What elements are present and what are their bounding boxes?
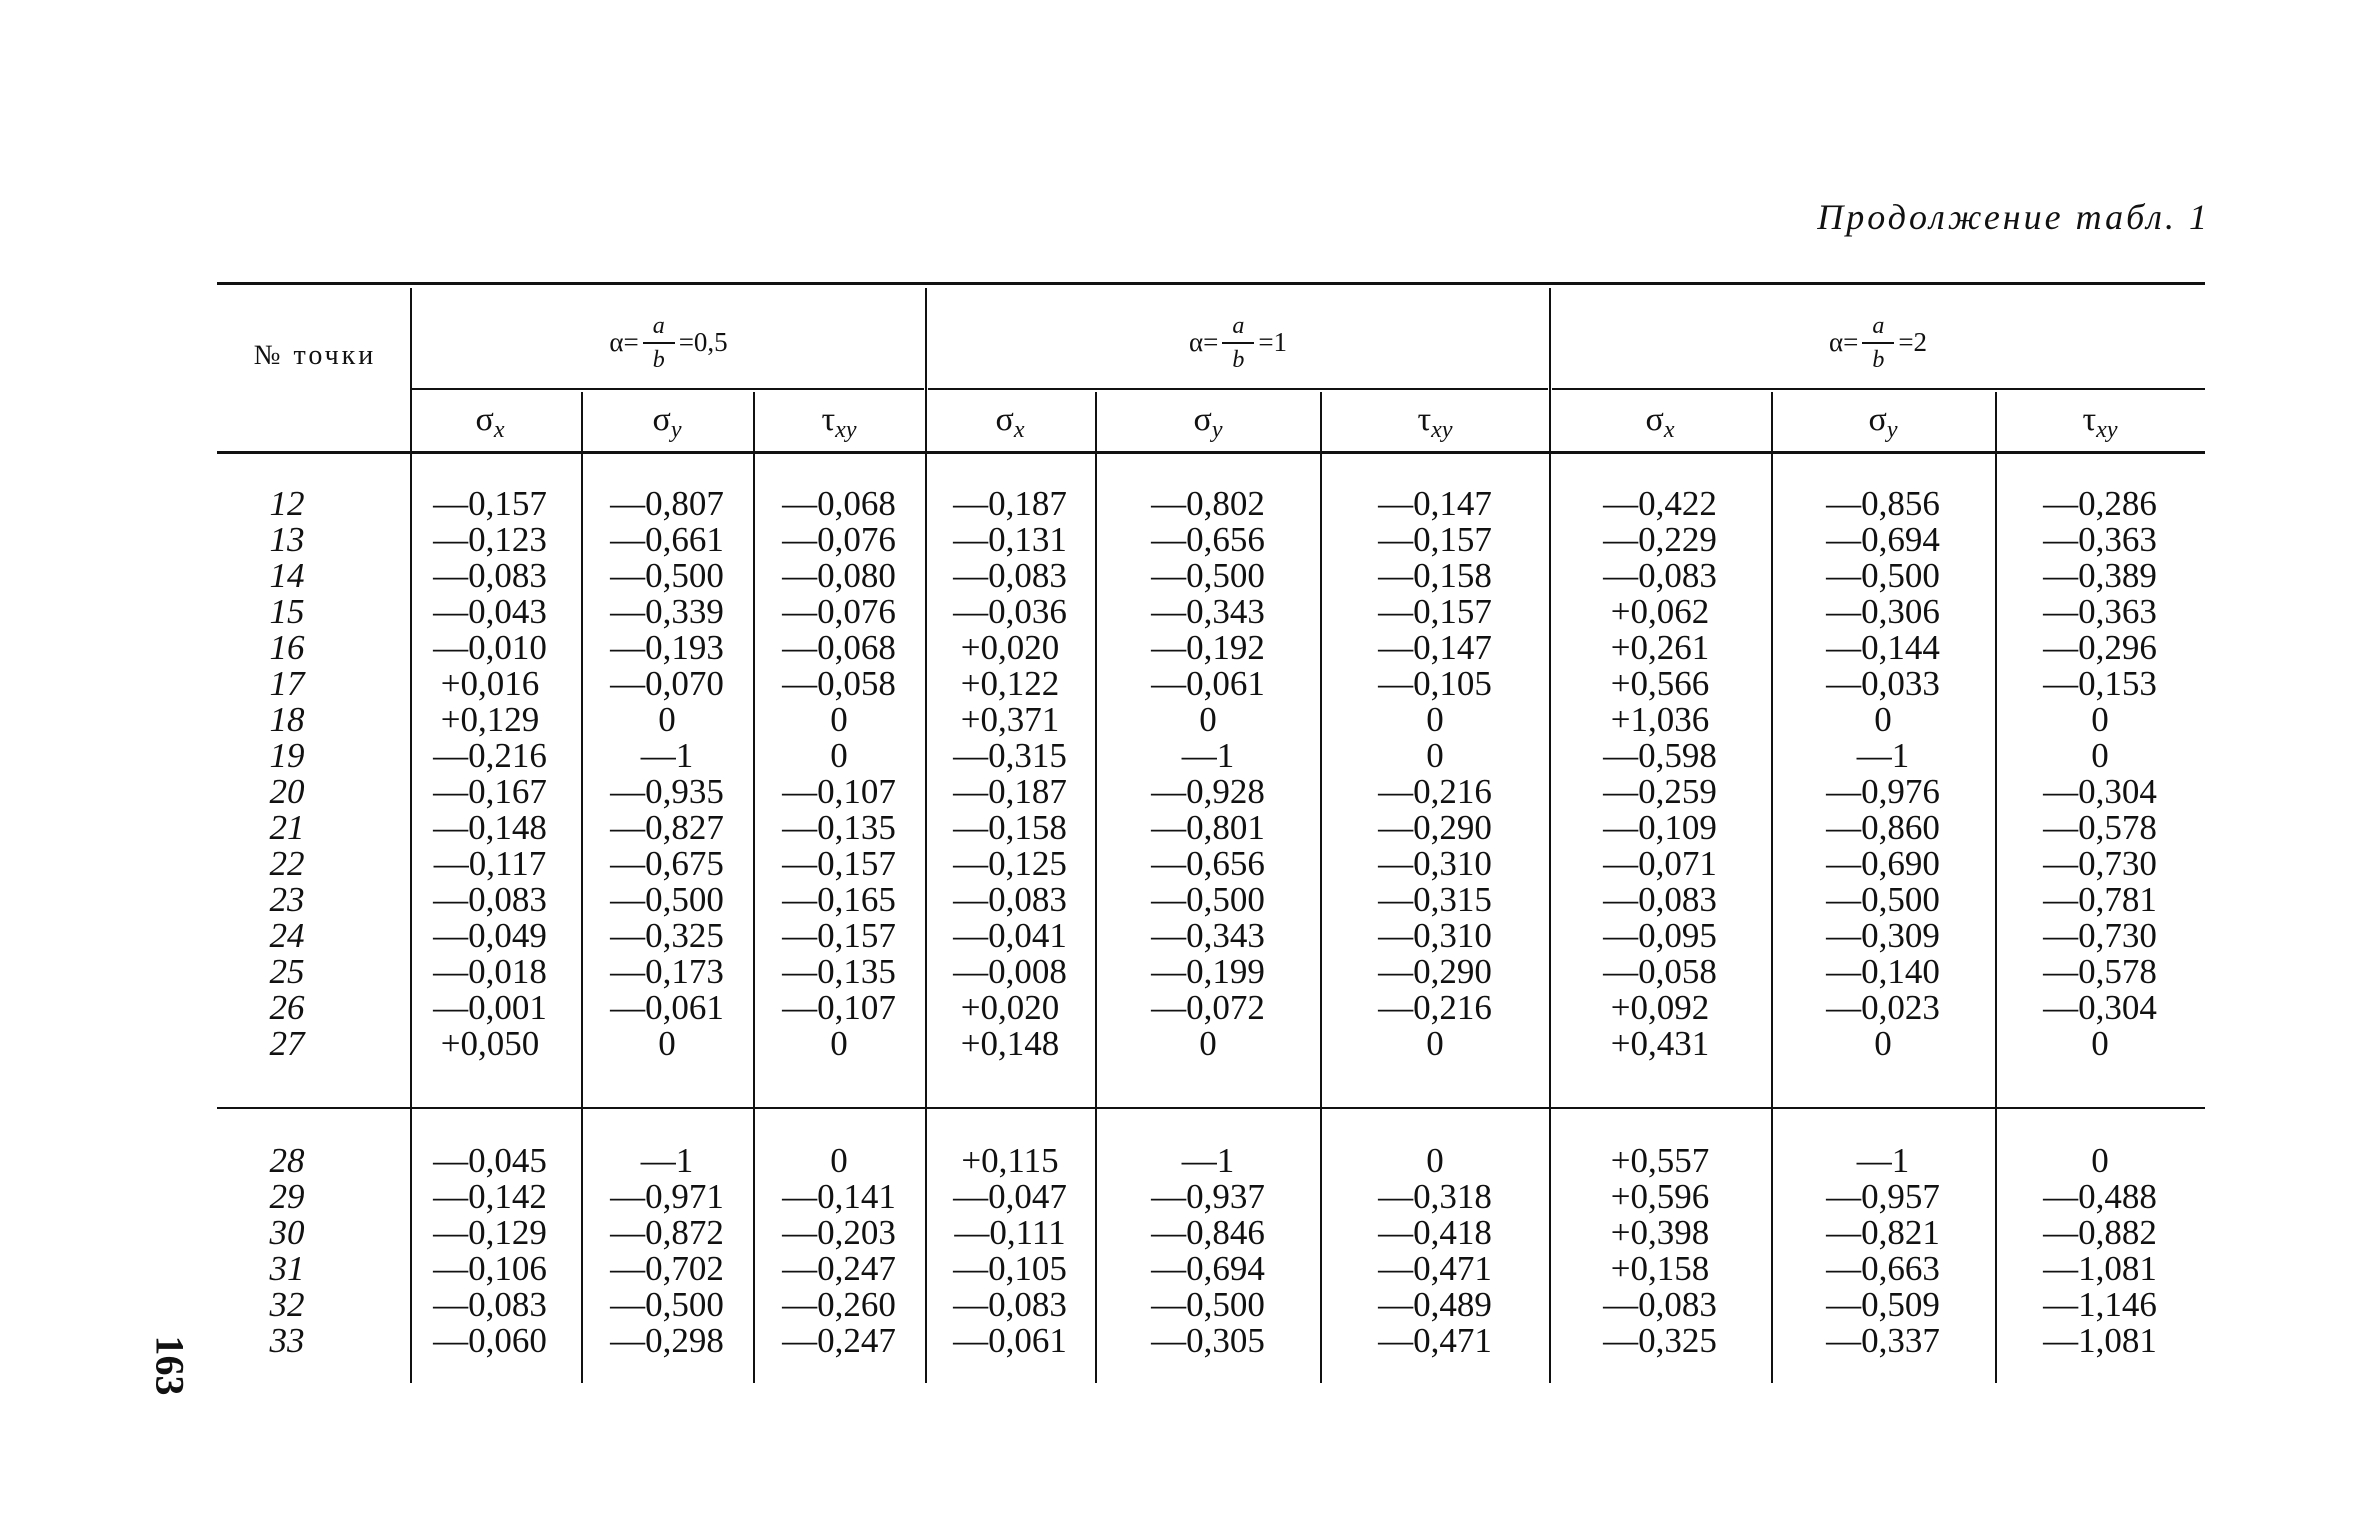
cell-sigma-y: —0,072 (1151, 988, 1265, 1027)
cell-sigma-x: —0,083 (433, 556, 547, 595)
cell-tau-xy: —0,489 (1378, 1285, 1492, 1324)
table-row (217, 630, 2205, 666)
cell-tau-xy: —0,247 (782, 1249, 896, 1288)
cell-tau-xy: 0 (2091, 1141, 2109, 1180)
cell-sigma-y: —0,500 (1151, 880, 1265, 919)
table-row (217, 1287, 2205, 1323)
cell-sigma-x: —0,187 (953, 772, 1067, 811)
cell-sigma-x: —0,229 (1603, 520, 1717, 559)
cell-tau-xy: —1,146 (2043, 1285, 2157, 1324)
column-header-sigma-x (410, 390, 570, 450)
cell-tau-xy: —0,363 (2043, 520, 2157, 559)
cell-sigma-y: 0 (1199, 1024, 1217, 1063)
cell-tau-xy: —0,389 (2043, 556, 2157, 595)
page-number: 163 (147, 1335, 193, 1396)
point-number: 20 (269, 772, 305, 811)
cell-sigma-x: —0,105 (953, 1249, 1067, 1288)
cell-tau-xy: 0 (2091, 736, 2109, 775)
cell-sigma-x: —0,129 (433, 1213, 547, 1252)
cell-tau-xy: 0 (1426, 700, 1444, 739)
cell-sigma-y: —0,694 (1151, 1249, 1265, 1288)
cell-sigma-y: 0 (1874, 700, 1892, 739)
point-number: 31 (269, 1249, 305, 1288)
column-header-sigma-x (1580, 390, 1740, 450)
cell-sigma-x: +0,020 (960, 988, 1060, 1027)
cell-tau-xy: —0,578 (2043, 808, 2157, 847)
cell-sigma-y: —1 (1856, 736, 1910, 775)
cell-sigma-x: —0,157 (433, 484, 547, 523)
column-header-symbol: σ (1645, 401, 1664, 438)
cell-sigma-y: —0,173 (610, 952, 724, 991)
point-number: 13 (269, 520, 305, 559)
cell-sigma-x: +0,398 (1610, 1213, 1710, 1252)
cell-sigma-y: —0,193 (610, 628, 724, 667)
column-header-sigma-y (587, 390, 747, 450)
cell-tau-xy: —0,318 (1378, 1177, 1492, 1216)
table-row (217, 918, 2205, 954)
cell-sigma-y: —0,033 (1826, 664, 1940, 703)
cell-sigma-y: —0,144 (1826, 628, 1940, 667)
cell-sigma-x: —0,045 (433, 1141, 547, 1180)
cell-sigma-y: —0,661 (610, 520, 724, 559)
fraction-denominator: b (652, 346, 665, 373)
cell-sigma-x: —0,008 (953, 952, 1067, 991)
point-number: 19 (269, 736, 305, 775)
cell-sigma-y: —0,199 (1151, 952, 1265, 991)
cell-sigma-x: —0,047 (953, 1177, 1067, 1216)
point-number: 29 (269, 1177, 305, 1216)
cell-sigma-y: —0,343 (1151, 916, 1265, 955)
column-header-sigma-y (1803, 390, 1963, 450)
block-separator-rule (217, 1107, 2205, 1109)
cell-sigma-y: —0,807 (610, 484, 724, 523)
column-header-subscript: y (1211, 416, 1223, 443)
cell-sigma-y: —1 (1856, 1141, 1910, 1180)
table-row (217, 666, 2205, 702)
cell-sigma-x: —0,167 (433, 772, 547, 811)
alpha-value: =0,5 (678, 327, 728, 357)
cell-sigma-y: —0,827 (610, 808, 724, 847)
fraction-denominator: b (1872, 346, 1885, 373)
cell-sigma-x: +0,566 (1610, 664, 1710, 703)
point-number: 27 (269, 1024, 305, 1063)
table-row (217, 738, 2205, 774)
cell-sigma-x: —0,187 (953, 484, 1067, 523)
cell-sigma-y: —0,306 (1826, 592, 1940, 631)
cell-sigma-x: +0,148 (960, 1024, 1060, 1063)
cell-sigma-y: —0,509 (1826, 1285, 1940, 1324)
cell-tau-xy: —0,157 (782, 916, 896, 955)
cell-sigma-y: —1 (1181, 736, 1235, 775)
cell-tau-xy: —0,076 (782, 592, 896, 631)
cell-sigma-x: —0,083 (433, 1285, 547, 1324)
point-number: 30 (269, 1213, 305, 1252)
point-number: 22 (269, 844, 305, 883)
cell-tau-xy: —0,260 (782, 1285, 896, 1324)
alpha-fraction (1862, 312, 1894, 374)
cell-tau-xy: —0,157 (782, 844, 896, 883)
table-row (217, 1215, 2205, 1251)
cell-tau-xy: —0,135 (782, 952, 896, 991)
cell-sigma-x: —0,216 (433, 736, 547, 775)
alpha-prefix: α= (609, 327, 639, 357)
cell-tau-xy: —0,147 (1378, 628, 1492, 667)
cell-sigma-x: +0,371 (960, 700, 1060, 739)
cell-sigma-y: —0,192 (1151, 628, 1265, 667)
cell-tau-xy: —0,363 (2043, 592, 2157, 631)
column-header-symbol: τ (821, 401, 836, 438)
cell-tau-xy: —0,107 (782, 988, 896, 1027)
cell-sigma-x: —0,315 (953, 736, 1067, 775)
cell-tau-xy: —0,141 (782, 1177, 896, 1216)
cell-sigma-y: —0,937 (1151, 1177, 1265, 1216)
cell-sigma-x: —0,071 (1603, 844, 1717, 883)
cell-tau-xy: 0 (1426, 1141, 1444, 1180)
cell-sigma-x: —0,131 (953, 520, 1067, 559)
cell-sigma-x: +0,158 (1610, 1249, 1710, 1288)
cell-sigma-y: —0,935 (610, 772, 724, 811)
alpha-fraction (1222, 312, 1254, 374)
column-header-symbol: σ (652, 401, 671, 438)
cell-tau-xy: —0,296 (2043, 628, 2157, 667)
point-number: 25 (269, 952, 305, 991)
table-row (217, 558, 2205, 594)
cell-sigma-x: —0,598 (1603, 736, 1717, 775)
point-number: 32 (269, 1285, 305, 1324)
point-number: 14 (269, 556, 305, 595)
cell-tau-xy: —0,068 (782, 484, 896, 523)
cell-tau-xy: —0,310 (1378, 916, 1492, 955)
table-row (217, 702, 2205, 738)
cell-tau-xy: —0,076 (782, 520, 896, 559)
cell-sigma-y: —0,656 (1151, 520, 1265, 559)
cell-sigma-x: +0,596 (1610, 1177, 1710, 1216)
alpha-group-header (412, 295, 925, 390)
cell-sigma-y: —0,140 (1826, 952, 1940, 991)
cell-tau-xy: —0,290 (1378, 808, 1492, 847)
cell-tau-xy: —0,730 (2043, 916, 2157, 955)
cell-tau-xy: —0,304 (2043, 772, 2157, 811)
table-row (217, 954, 2205, 990)
table-row (217, 810, 2205, 846)
cell-sigma-x: +0,431 (1610, 1024, 1710, 1063)
column-header-subscript: xy (835, 416, 857, 443)
cell-sigma-x: —0,041 (953, 916, 1067, 955)
alpha-prefix: α= (1828, 327, 1859, 357)
column-header-sigma-y (1128, 390, 1288, 450)
cell-sigma-y: —0,663 (1826, 1249, 1940, 1288)
cell-sigma-x: +1,036 (1610, 700, 1710, 739)
cell-sigma-x: +0,016 (440, 664, 540, 703)
cell-sigma-y: 0 (658, 700, 676, 739)
cell-sigma-y: —0,690 (1826, 844, 1940, 883)
cell-sigma-x: —0,058 (1603, 952, 1717, 991)
cell-sigma-y: —0,500 (1151, 1285, 1265, 1324)
cell-sigma-x: —0,142 (433, 1177, 547, 1216)
cell-sigma-x: —0,095 (1603, 916, 1717, 955)
point-number-header: № точки (253, 340, 377, 371)
table-row (217, 774, 2205, 810)
column-header-subscript: xy (1431, 416, 1453, 443)
cell-sigma-x: —0,109 (1603, 808, 1717, 847)
cell-sigma-y: —0,500 (610, 556, 724, 595)
table-row (217, 1251, 2205, 1287)
cell-sigma-y: —0,339 (610, 592, 724, 631)
table-row (217, 1143, 2205, 1179)
cell-sigma-x: —0,010 (433, 628, 547, 667)
cell-sigma-y: —0,298 (610, 1321, 724, 1360)
cell-tau-xy: —0,158 (1378, 556, 1492, 595)
cell-sigma-y: —0,337 (1826, 1321, 1940, 1360)
cell-tau-xy: —1,081 (2043, 1321, 2157, 1360)
point-number: 21 (269, 808, 305, 847)
header-bottom-rule (217, 451, 2205, 454)
cell-sigma-x: —0,123 (433, 520, 547, 559)
cell-sigma-x: —0,125 (953, 844, 1067, 883)
cell-sigma-x: —0,061 (953, 1321, 1067, 1360)
cell-tau-xy: —0,418 (1378, 1213, 1492, 1252)
cell-sigma-y: —0,675 (610, 844, 724, 883)
cell-sigma-x: +0,050 (440, 1024, 540, 1063)
cell-sigma-x: —0,158 (953, 808, 1067, 847)
cell-sigma-x: —0,117 (433, 844, 547, 883)
cell-tau-xy: —0,247 (782, 1321, 896, 1360)
column-header-tau-xy (2020, 390, 2180, 450)
column-header-symbol: σ (475, 401, 494, 438)
alpha-value: =2 (1898, 327, 1928, 357)
cell-sigma-y: —0,971 (610, 1177, 724, 1216)
cell-tau-xy: —0,310 (1378, 844, 1492, 883)
cell-sigma-y: —0,500 (1151, 556, 1265, 595)
cell-tau-xy: 0 (830, 1141, 848, 1180)
point-number: 16 (269, 628, 305, 667)
table-row (217, 522, 2205, 558)
cell-tau-xy: —0,471 (1378, 1321, 1492, 1360)
cell-sigma-x: —0,083 (1603, 556, 1717, 595)
column-header-symbol: σ (1193, 401, 1212, 438)
alpha-fraction (643, 312, 675, 374)
cell-tau-xy: —0,165 (782, 880, 896, 919)
cell-tau-xy: —0,730 (2043, 844, 2157, 883)
cell-sigma-x: +0,115 (961, 1141, 1059, 1180)
cell-sigma-y: —0,821 (1826, 1213, 1940, 1252)
cell-tau-xy: —0,147 (1378, 484, 1492, 523)
table-row (217, 1323, 2205, 1359)
cell-tau-xy: —0,578 (2043, 952, 2157, 991)
cell-tau-xy: —0,781 (2043, 880, 2157, 919)
table-top-rule (217, 282, 2205, 285)
table-row (217, 990, 2205, 1026)
cell-tau-xy: 0 (1426, 736, 1444, 775)
alpha-prefix: α= (1188, 327, 1219, 357)
column-header-tau-xy (759, 390, 919, 450)
alpha-value: =1 (1258, 327, 1288, 357)
point-number: 28 (269, 1141, 305, 1180)
cell-tau-xy: —0,153 (2043, 664, 2157, 703)
cell-sigma-y: —0,305 (1151, 1321, 1265, 1360)
cell-sigma-y: —0,846 (1151, 1213, 1265, 1252)
cell-tau-xy: —0,286 (2043, 484, 2157, 523)
cell-sigma-x: —0,083 (1603, 1285, 1717, 1324)
cell-sigma-y: —0,856 (1826, 484, 1940, 523)
column-header-subscript: x (1013, 416, 1025, 443)
cell-tau-xy: 0 (830, 1024, 848, 1063)
cell-tau-xy: 0 (830, 700, 848, 739)
cell-sigma-x: +0,122 (960, 664, 1060, 703)
column-header-symbol: τ (2082, 401, 2097, 438)
cell-tau-xy: —0,203 (782, 1213, 896, 1252)
cell-sigma-y: —0,801 (1151, 808, 1265, 847)
fraction-numerator: a (643, 312, 675, 344)
table-row (217, 1026, 2205, 1062)
column-header-subscript: xy (2096, 416, 2118, 443)
point-number: 26 (269, 988, 305, 1027)
point-number: 33 (269, 1321, 305, 1360)
cell-tau-xy: —0,488 (2043, 1177, 2157, 1216)
cell-sigma-y: —0,928 (1151, 772, 1265, 811)
cell-sigma-y: —0,872 (610, 1213, 724, 1252)
cell-sigma-x: —0,083 (433, 880, 547, 919)
cell-sigma-y: 0 (1199, 700, 1217, 739)
cell-sigma-x: —0,259 (1603, 772, 1717, 811)
cell-tau-xy: —0,080 (782, 556, 896, 595)
cell-sigma-y: —0,061 (1151, 664, 1265, 703)
column-header-sigma-x (930, 390, 1090, 450)
point-number: 17 (269, 664, 305, 703)
cell-tau-xy: —0,304 (2043, 988, 2157, 1027)
cell-sigma-x: —0,043 (433, 592, 547, 631)
table-row (217, 594, 2205, 630)
column-header-symbol: σ (995, 401, 1014, 438)
cell-sigma-x: —0,106 (433, 1249, 547, 1288)
cell-sigma-x: —0,083 (953, 556, 1067, 595)
cell-tau-xy: —0,290 (1378, 952, 1492, 991)
cell-sigma-x: —0,036 (953, 592, 1067, 631)
fraction-numerator: a (1862, 312, 1894, 344)
column-header-tau-xy (1355, 390, 1515, 450)
cell-sigma-x: +0,020 (960, 628, 1060, 667)
cell-sigma-y: —0,957 (1826, 1177, 1940, 1216)
cell-sigma-y: 0 (658, 1024, 676, 1063)
cell-sigma-y: —1 (640, 736, 694, 775)
cell-sigma-x: +0,129 (440, 700, 540, 739)
column-header-symbol: τ (1417, 401, 1432, 438)
alpha-group-header (927, 295, 1549, 390)
fraction-denominator: b (1232, 346, 1245, 373)
cell-sigma-x: —0,083 (953, 1285, 1067, 1324)
cell-tau-xy: 0 (2091, 1024, 2109, 1063)
cell-sigma-y: —0,070 (610, 664, 724, 703)
cell-sigma-y: —1 (640, 1141, 694, 1180)
cell-sigma-y: —0,500 (1826, 880, 1940, 919)
cell-sigma-y: —0,500 (610, 880, 724, 919)
cell-sigma-y: —0,500 (1826, 556, 1940, 595)
table-row (217, 882, 2205, 918)
cell-sigma-y: —0,023 (1826, 988, 1940, 1027)
cell-sigma-x: —0,083 (1603, 880, 1717, 919)
cell-sigma-x: +0,092 (1610, 988, 1710, 1027)
cell-tau-xy: 0 (1426, 1024, 1444, 1063)
cell-sigma-x: —0,325 (1603, 1321, 1717, 1360)
table-row (217, 846, 2205, 882)
cell-tau-xy: —0,157 (1378, 592, 1492, 631)
cell-sigma-y: —0,061 (610, 988, 724, 1027)
column-header-symbol: σ (1868, 401, 1887, 438)
table-row (217, 1179, 2205, 1215)
cell-sigma-x: —0,111 (954, 1213, 1066, 1252)
column-header-subscript: x (1663, 416, 1675, 443)
cell-sigma-x: +0,557 (1610, 1141, 1710, 1180)
cell-tau-xy: —0,157 (1378, 520, 1492, 559)
cell-tau-xy: —0,471 (1378, 1249, 1492, 1288)
cell-tau-xy: —0,882 (2043, 1213, 2157, 1252)
cell-tau-xy: —0,068 (782, 628, 896, 667)
table-row (217, 486, 2205, 522)
cell-tau-xy: —0,216 (1378, 988, 1492, 1027)
cell-sigma-x: —0,422 (1603, 484, 1717, 523)
cell-sigma-x: —0,018 (433, 952, 547, 991)
cell-sigma-x: —0,060 (433, 1321, 547, 1360)
cell-sigma-x: —0,083 (953, 880, 1067, 919)
cell-sigma-x: —0,049 (433, 916, 547, 955)
cell-sigma-x: —0,001 (433, 988, 547, 1027)
cell-tau-xy: —0,107 (782, 772, 896, 811)
cell-sigma-y: —0,802 (1151, 484, 1265, 523)
cell-sigma-y: —0,694 (1826, 520, 1940, 559)
cell-tau-xy: —0,105 (1378, 664, 1492, 703)
cell-sigma-x: +0,062 (1610, 592, 1710, 631)
cell-tau-xy: —0,135 (782, 808, 896, 847)
column-header-subscript: y (1886, 416, 1898, 443)
point-number: 18 (269, 700, 305, 739)
cell-tau-xy: 0 (830, 736, 848, 775)
cell-sigma-y: —0,343 (1151, 592, 1265, 631)
alpha-group-header (1551, 295, 2205, 390)
cell-sigma-y: —0,656 (1151, 844, 1265, 883)
cell-sigma-y: —1 (1181, 1141, 1235, 1180)
column-header-subscript: x (493, 416, 505, 443)
cell-sigma-y: 0 (1874, 1024, 1892, 1063)
cell-tau-xy: —1,081 (2043, 1249, 2157, 1288)
cell-sigma-y: —0,325 (610, 916, 724, 955)
cell-sigma-y: —0,860 (1826, 808, 1940, 847)
point-number: 15 (269, 592, 305, 631)
point-number: 24 (269, 916, 305, 955)
cell-sigma-x: +0,261 (1610, 628, 1710, 667)
cell-sigma-y: —0,500 (610, 1285, 724, 1324)
point-number: 12 (269, 484, 305, 523)
cell-sigma-x: —0,148 (433, 808, 547, 847)
cell-tau-xy: —0,216 (1378, 772, 1492, 811)
cell-tau-xy: 0 (2091, 700, 2109, 739)
table-caption: Продолжение табл. 1 (1817, 197, 2210, 237)
cell-sigma-y: —0,309 (1826, 916, 1940, 955)
cell-tau-xy: —0,315 (1378, 880, 1492, 919)
fraction-numerator: a (1222, 312, 1254, 344)
cell-sigma-y: —0,702 (610, 1249, 724, 1288)
column-header-subscript: y (670, 416, 682, 443)
cell-sigma-y: —0,976 (1826, 772, 1940, 811)
cell-tau-xy: —0,058 (782, 664, 896, 703)
point-number: 23 (269, 880, 305, 919)
